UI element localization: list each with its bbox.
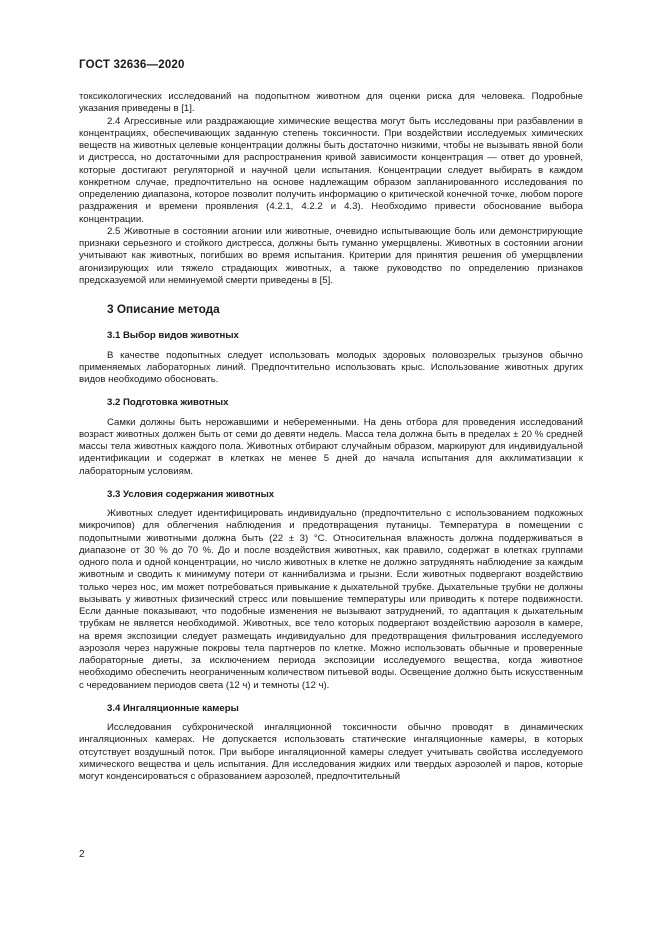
subsection-3-4-heading: 3.4 Ингаляционные камеры (107, 702, 239, 714)
document-header: ГОСТ 32636—2020 (79, 59, 185, 71)
subsection-3-2-heading: 3.2 Подготовка животных (107, 397, 229, 409)
subsection-3-3-text: Животных следует идентифицировать индивидуально (предпочтительно с использованием подкожных микрочипов) для облегчения наблюдения и предотвращения путаницы. Температура в помещении с подопытными животными должна быть (22 ± 3) °С. Относительная влажность должна поддерживаться в диапазоне от 30 % до 70 %. До и после воздействия животных, как правило, содержат в клетках группами одного пола и одной концентрации, но число животных в клетке не должно затрудянять наблюдение за каждым животным и сводить к минимуму потери от каннибализма и грызни. Если животных подвергают воздействию только через нос, им может потребоваться привыкание к дыхательной трубке. Дыхательные трубки не должны вызывать у животных физический стресс или повышение температуры или приводить к потере подвижности. Если данные показывают, что подобные изменения не вызывают затруднений, то адаптация к дыхательным трубкам не является необходимой. Животных, все тело которых подвергают воздействию аэрозоля в камере, на время экспозиции следует размещать индивидуально для предотвращения фильтрования исследуемого аэрозоля через наружные покровы тела партнеров по клетке. Можно использовать обычные и проверенные лабораторные диеты, за исключением периода экспозиции исследуемого вещества, когда животное необходимо обеспечить неограниченным количеством питьевой воды. Освещение должно быть искусственным с чередованием периодов света (12 ч) и темноты (12 ч). (79, 508, 583, 691)
paragraph-2-4: 2.4 Агрессивные или раздражающие химические вещества могут быть исследованы при разбавлении в концентрациях, обеспечивающих заданную степень токсичности. При воздействии исследуемых химических веществ на животных целевые концентрации должны быть достаточно низкими, чтобы не вызывать явной боли и дистресса, но достаточными для распространения кривой зависимости концентрация — ответ до уровней, которые достигают регуляторной и научной цели испытания. Концентрации следует выбирать в каждом конкретном случае, предпочтительно на основе надлежащим образом запланированного исследования по определению диапазона, которое позволит получить информацию о критической конечной точке, любом пороге раздражения и времени проявления (4.2.1, 4.2.2 и 4.3). Необходимо привести обоснование выбора концентрации. (79, 115, 583, 225)
document-body (79, 91, 583, 783)
paragraph-2-5: 2.5 Животные в состоянии агонии или животные, очевидно испытывающие боль или демонстрирующие признаки серьезного и стойкого дистресса, должны быть гуманно умерщвлены. Животных в состоянии агонии учитывают как животных, погибших во время испытания. Критерии для принятия решения об умерщвлении агонизирующих или тяжело страдающих животных, а также руководство по определению признаков предсказуемой или неминуемой смерти приведены в [5]. (79, 225, 583, 286)
subsection-3-2-text: Самки должны быть нерожавшими и небеременными. На день отбора для проведения исследований возраст животных должен быть от семи до девяти недель. Масса тела должна быть в пределах ± 20 % средней массы тела животных каждого пола. Животных отбирают случайным образом, маркируют для индивидуальной идентификации и содержат в клетках не менее 5 дней до начала испытания для акклиматизации к лабораторным условиям. (79, 416, 583, 477)
section-3-heading: 3 Описание метода (107, 302, 220, 316)
page-number: 2 (79, 849, 85, 860)
paragraph-continuation: токсикологических исследований на подопытном животном для оценки риска для человека. Подробные указания приведены в [1]. (79, 91, 583, 115)
subsection-3-4-text: Исследования субхронической ингаляционной токсичности обычно проводят в динамических ингаляционных камерах. Не допускается использовать статические ингаляционные камеры, в которых отсутствует воздушный поток. При выборе ингаляционной камеры следует учитывать свойства исследуемого химического вещества и цель испытания. Для исследования жидких или твердых аэрозолей и паров, которые могут конденсироваться с образованием аэрозолей, предпочтительный (79, 722, 583, 782)
subsection-3-1-heading: 3.1 Выбор видов животных (107, 330, 239, 342)
subsection-3-3-heading: 3.3 Условия содержания животных (107, 488, 275, 500)
subsection-3-1-text: В качестве подопытных следует использовать молодых здоровых половозрелых грызунов обычно применяемых лабораторных линий. Предпочтительно использовать крыс. Использование животных других видов необходимо обосновать. (79, 349, 583, 385)
